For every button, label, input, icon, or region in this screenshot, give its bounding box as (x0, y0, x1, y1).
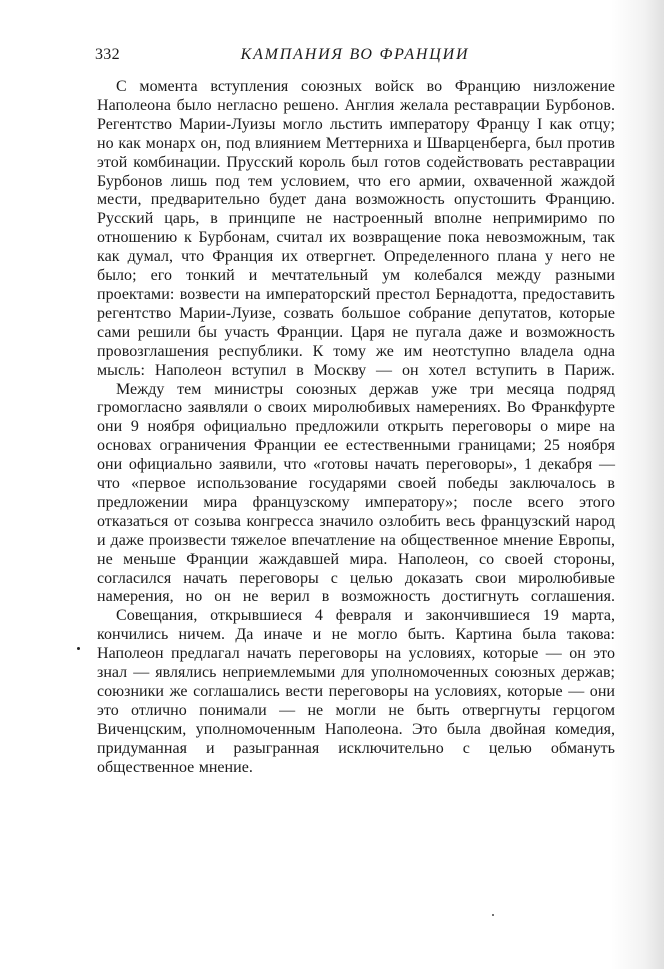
page-header (95, 46, 615, 70)
paragraph-3: Совещания, открывшиеся 4 февраля и закончившиеся 19 марта, кончились ничем. Да иначе и не могло быть. Картина была такова: Наполеон предлагал начать переговоры на условиях, которые — он это знал — являлись неприемлемыми для уполномоченных союзных держав; союзники же соглашались вести переговоры на условиях, которые — они это отлично понимали — не могли не быть отвергнуты герцогом Виченцским, уполномоченным Наполеона. Это была двойная комедия, придуманная и разыгранная исключительно с целью обмануть общественное мнение. (97, 607, 615, 776)
running-title: КАМПАНИЯ ВО ФРАНЦИИ (240, 46, 470, 63)
page-number: 332 (95, 46, 120, 63)
paragraph-1: С момента вступления союзных войск во Францию низложение Наполеона было негласно решено. Англия желала реставрации Бурбонов. Регентство Марии-Луизы могло льстить императору Францу I как отцу; но как монарх он, под влиянием Меттерниха и Шварценберга, был против этой комбинации. Прусский король был готов содействовать реставрации Бурбонов лишь под тем условием, что его армии, охваченной жаждой мести, предварительно будет дана возможность опустошить Францию. Русский царь, в принципе не настроенный вполне непримиримо по отношению к Бурбонам, считал их возвращение пока невозможным, так как думал, что Франция их отвергнет. Определенного плана у него не было; его тонкий и мечтательный ум колебался между разными проектами: возвести на императорский престол Бернадотта, предоставить регентство Марии-Луизе, созвать большое собрание депутатов, которые сами решили бы участь Франции. Царя не пугала даже и возможность провозглашения республики. К тому же им неотступно владела одна мысль: Наполеон вступил в Москву — он хотел вступить в Париж. (97, 78, 615, 379)
page-speck (492, 914, 494, 916)
margin-mark (77, 647, 80, 650)
paragraph-2: Между тем министры союзных держав уже три месяца подряд громогласно заявляли о своих миролюбивых намерениях. Во Франкфурте они 9 ноября официально предложили открыть переговоры о мире на основах ограничения Франции ее естественными границами; 25 ноября они официально заявили, что «готовы начать переговоры», 1 декабря — что «первое использование государями своей победы заключалось в предложении мира французскому императору»; после всего этого отказаться от созыва конгресса значило озлобить весь французский народ и даже произвести тяжелое впечатление на общественное мнение Европы, не меньше Франции жаждавшей мира. Наполеон, со своей стороны, согласился начать переговоры с целью доказать свои миролюбивые намерения, но он не верил в возможность достигнуть соглашения. (97, 380, 615, 606)
page-text (97, 78, 615, 778)
